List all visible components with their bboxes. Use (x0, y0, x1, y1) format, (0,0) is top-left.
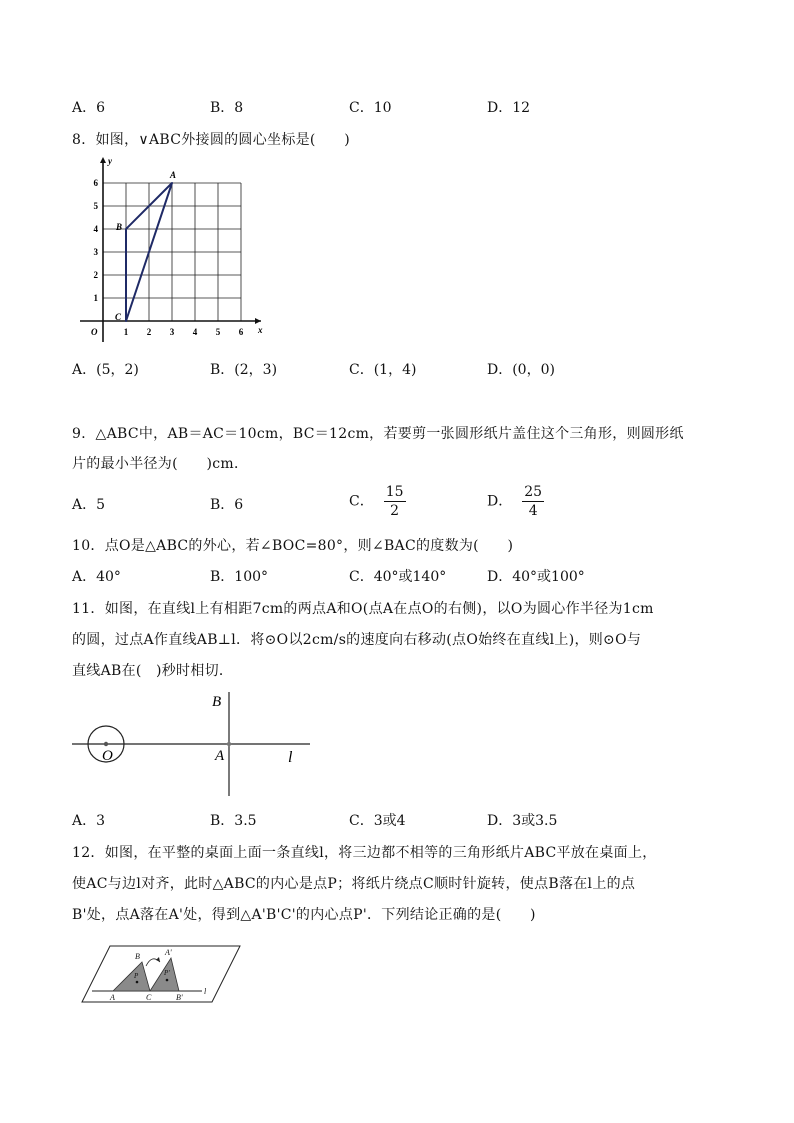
q9-stem-line-1: 9．△ABC中，AB＝AC＝10cm，BC＝12cm，若要剪一张圆形纸片盖住这个三角形，则圆形纸 (72, 426, 684, 442)
point-p-dot (136, 981, 139, 984)
q7-option-b: B．8 (210, 100, 244, 116)
q10-option-a: A．40° (72, 569, 121, 585)
q7-option-d: D．12 (487, 100, 531, 116)
point-c-label: C (115, 312, 122, 322)
q8-grid (103, 183, 241, 321)
label-p-prime: P' (164, 969, 170, 977)
x-tick: 5 (215, 327, 221, 337)
q8-stem: 8．如图，∨ABC外接圆的圆心坐标是( ) (72, 132, 351, 148)
y-axis-arrow-icon (100, 157, 106, 163)
point-a-dot (227, 742, 231, 746)
q10-option-d: D．40°或100° (487, 569, 585, 585)
x-tick: 1 (123, 327, 129, 337)
label-b: B (135, 952, 140, 961)
q11-stem-line-1: 11．如图，在直线l上有相距7cm的两点A和O(点A在点O的右侧)，以O为圆心作半径为1cm (72, 601, 654, 617)
x-tick: 3 (169, 327, 175, 337)
q7-option-a: A．6 (72, 100, 106, 116)
x-axis-arrow-icon (255, 318, 261, 324)
y-tick: 4 (93, 224, 98, 234)
y-tick: 5 (93, 201, 98, 211)
q11-figure (70, 688, 330, 800)
fraction-denominator: 4 (528, 503, 538, 519)
fraction-numerator: 25 (524, 484, 543, 500)
q8-option-c: C．(1，4) (349, 362, 417, 378)
rotation-arrowhead-icon (156, 957, 160, 962)
q11-stem-line-2: 的圆，过点A作直线AB⊥l．将⊙O以2cm/s的速度向右移动(点O始终在直线l上)，则⊙O与 (72, 632, 642, 648)
y-axis-label: y (108, 156, 112, 166)
center-o-dot (104, 742, 108, 746)
q9-option-d (487, 484, 544, 519)
label-o: O (102, 748, 113, 764)
q12-stem-line-3: B'处，点A落在A'处，得到△A'B'C'的内心点P'．下列结论正确的是( ) (72, 907, 536, 923)
fraction-numerator: 15 (385, 484, 404, 500)
q10-option-c: C．40°或140° (349, 569, 447, 585)
q8-y-ticks (94, 178, 99, 303)
q10-option-b: B．100° (210, 569, 269, 585)
x-tick: 2 (146, 327, 152, 337)
q10-stem: 10．点O是△ABC的外心，若∠BOC=80°，则∠BAC的度数为( ) (72, 538, 514, 554)
label-l: l (204, 987, 207, 996)
x-tick: 4 (192, 327, 198, 337)
q8-option-b: B．(2，3) (210, 362, 278, 378)
q12-stem-line-1: 12．如图，在平整的桌面上面一条直线l，将三边都不相等的三角形纸片ABC平放在桌面上， (72, 845, 657, 861)
q9-stem-line-2: 片的最小半径为( )cm． (72, 456, 249, 472)
q11-option-a: A．3 (72, 813, 106, 829)
q11-stem-line-3: 直线AB在( )秒时相切． (72, 663, 234, 679)
q9-option-d-fraction (522, 484, 544, 519)
label-b: B (212, 694, 222, 710)
q8-x-ticks (124, 327, 244, 337)
origin-label: O (91, 327, 98, 337)
y-tick: 6 (93, 178, 98, 188)
label-b-prime: B' (176, 993, 183, 1002)
label-a: A (215, 748, 225, 764)
q8-option-a: A．(5，2) (72, 362, 139, 378)
x-axis-label: x (258, 325, 263, 335)
point-a-label: A (170, 170, 177, 180)
label-l: l (288, 749, 293, 766)
q11-option-b: B．3.5 (210, 813, 257, 829)
q11-option-d: D．3或3.5 (487, 813, 558, 829)
point-b-label: B (116, 222, 123, 232)
y-tick: 2 (93, 270, 98, 280)
q9-option-d-letter: D． (487, 493, 513, 510)
q9-option-c-fraction (384, 484, 406, 519)
q9-option-c-letter: C． (349, 493, 374, 510)
label-a-prime: A' (165, 948, 172, 957)
q7-option-c: C．10 (349, 100, 392, 116)
point-p-prime-dot (166, 979, 169, 982)
x-tick: 6 (238, 327, 244, 337)
y-tick: 1 (93, 293, 98, 303)
q9-option-c (349, 484, 406, 519)
label-a: A (110, 993, 115, 1002)
q12-figure (80, 942, 244, 1006)
q11-option-c: C．3或4 (349, 813, 406, 829)
y-tick: 3 (93, 247, 98, 257)
q9-option-b: B．6 (210, 497, 244, 513)
label-p: P (134, 972, 139, 980)
q12-stem-line-2: 使AC与边l对齐，此时△ABC的内心是点P；将纸片绕点C顺时针旋转，使点B落在l上的点 (72, 876, 636, 892)
triangle-abc (113, 962, 150, 991)
q8-option-d: D．(0，0) (487, 362, 555, 378)
q8-coordinate-figure (80, 152, 280, 352)
q9-option-a: A．5 (72, 497, 106, 513)
fraction-denominator: 2 (390, 503, 400, 519)
label-c: C (146, 993, 152, 1002)
